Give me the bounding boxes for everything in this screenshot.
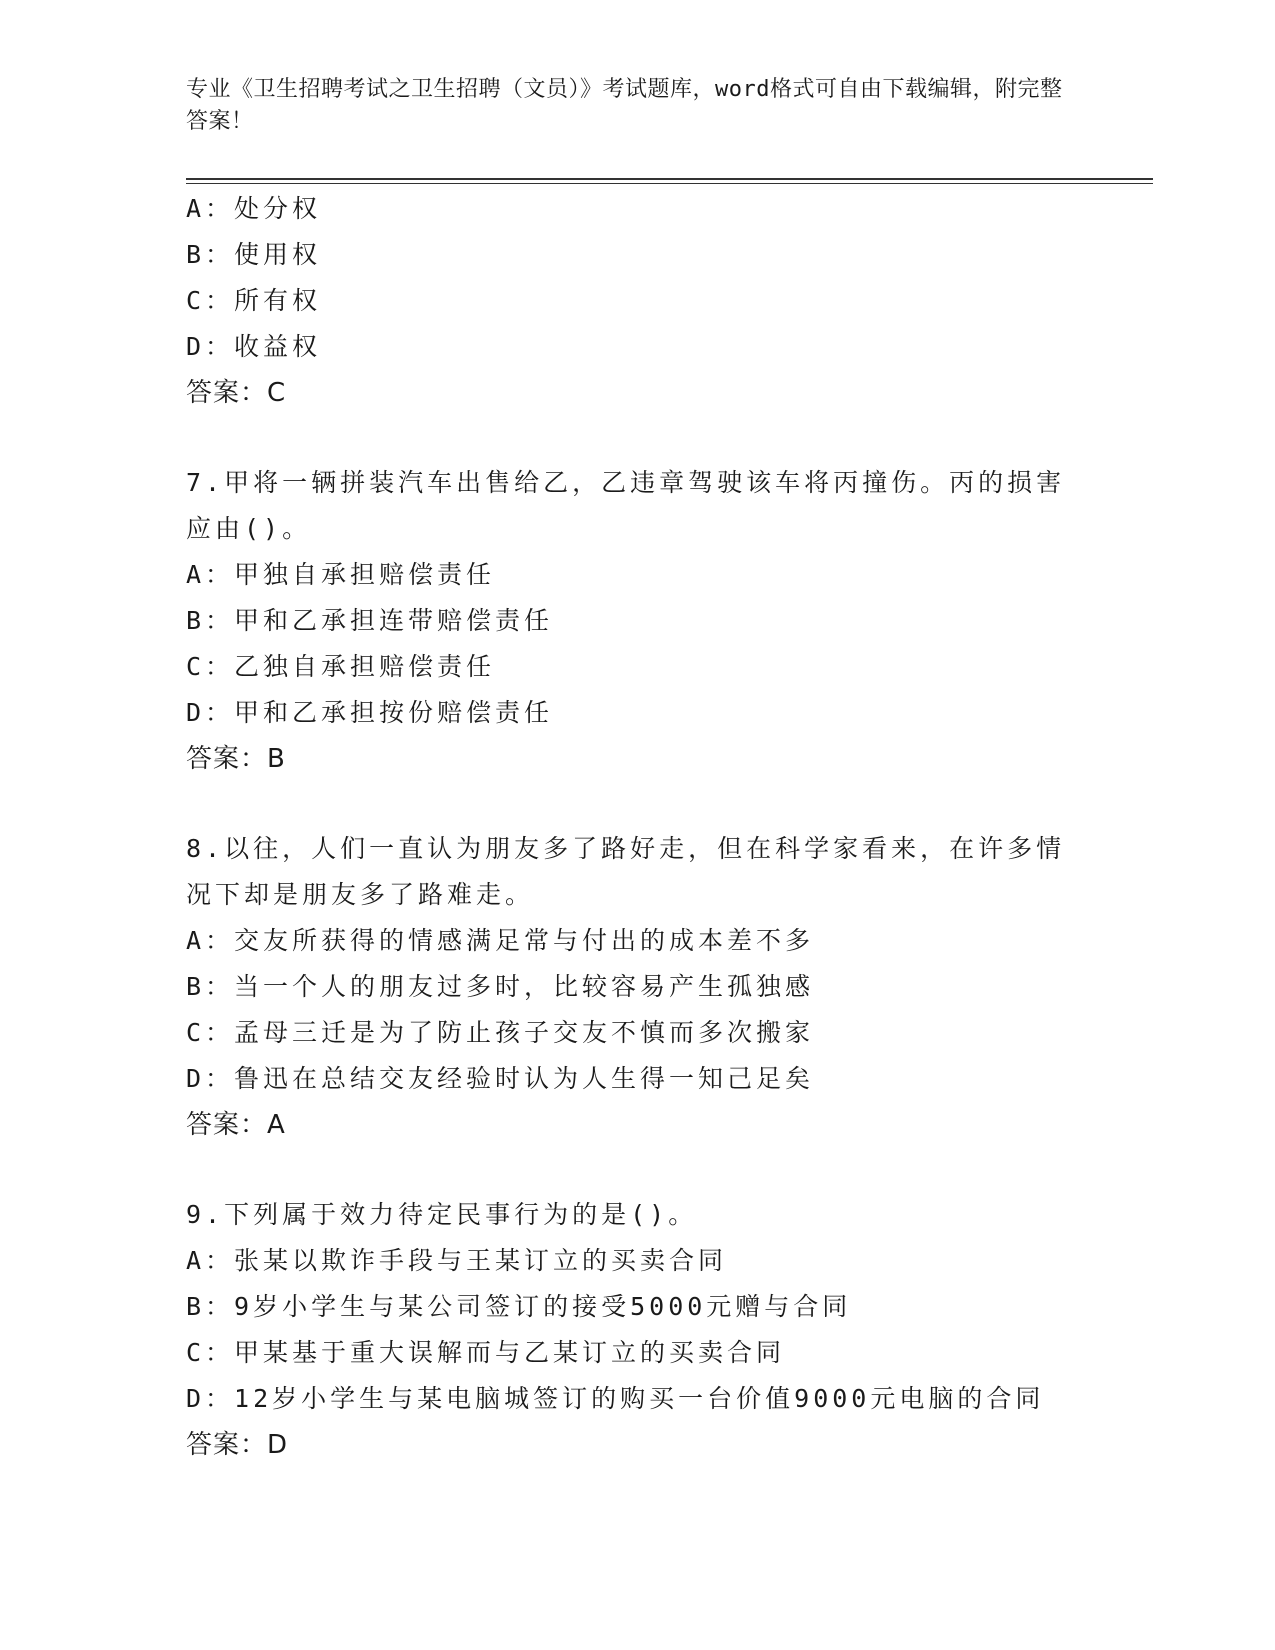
question-stem: 7.甲将一辆拼装汽车出售给乙，乙违章驾驶该车将丙撞伤。丙的损害应由()。 bbox=[186, 468, 1066, 543]
option-b: B：使用权 bbox=[186, 240, 322, 269]
question-stem: 8.以往，人们一直认为朋友多了路好走，但在科学家看来，在许多情况下却是朋友多了路难走。 bbox=[186, 834, 1066, 909]
question-block-prev bbox=[186, 186, 1146, 416]
option-a: A：甲独自承担赔偿责任 bbox=[186, 560, 496, 589]
question-block-7 bbox=[186, 460, 1146, 782]
header-rule-bottom bbox=[186, 183, 1153, 184]
spacer bbox=[186, 782, 1146, 826]
option-d: D：收益权 bbox=[186, 332, 322, 361]
answer-line: 答案：D bbox=[186, 1430, 289, 1460]
option-c: C：孟母三迁是为了防止孩子交友不慎而多次搬家 bbox=[186, 1018, 815, 1047]
option-a: A：交友所获得的情感满足常与付出的成本差不多 bbox=[186, 926, 815, 955]
option-c: C：乙独自承担赔偿责任 bbox=[186, 652, 496, 681]
option-a: A：张某以欺诈手段与王某订立的买卖合同 bbox=[186, 1246, 728, 1275]
spacer bbox=[186, 1148, 1146, 1192]
document-header: 专业《卫生招聘考试之卫生招聘（文员）》考试题库，word格式可自由下载编辑，附完整答案！ bbox=[186, 77, 1063, 134]
option-d: D：鲁迅在总结交友经验时认为人生得一知己足矣 bbox=[186, 1064, 815, 1093]
option-b: B：9岁小学生与某公司签订的接受5000元赠与合同 bbox=[186, 1292, 852, 1321]
question-stem: 9.下列属于效力待定民事行为的是()。 bbox=[186, 1200, 698, 1229]
option-b: B：当一个人的朋友过多时，比较容易产生孤独感 bbox=[186, 972, 815, 1001]
option-c: C：所有权 bbox=[186, 286, 322, 315]
question-list bbox=[186, 186, 1146, 1468]
answer-line: 答案：A bbox=[186, 1110, 286, 1140]
header-rule-top bbox=[186, 178, 1153, 180]
spacer bbox=[186, 416, 1146, 460]
question-block-8 bbox=[186, 826, 1146, 1148]
option-c: C：甲某基于重大误解而与乙某订立的买卖合同 bbox=[186, 1338, 786, 1367]
answer-line: 答案：C bbox=[186, 378, 287, 408]
option-d: D：12岁小学生与某电脑城签订的购买一台价值9000元电脑的合同 bbox=[186, 1384, 1045, 1413]
answer-line: 答案：B bbox=[186, 744, 286, 774]
option-d: D：甲和乙承担按份赔偿责任 bbox=[186, 698, 554, 727]
question-block-9 bbox=[186, 1192, 1146, 1468]
option-a: A：处分权 bbox=[186, 194, 322, 223]
option-b: B：甲和乙承担连带赔偿责任 bbox=[186, 606, 554, 635]
